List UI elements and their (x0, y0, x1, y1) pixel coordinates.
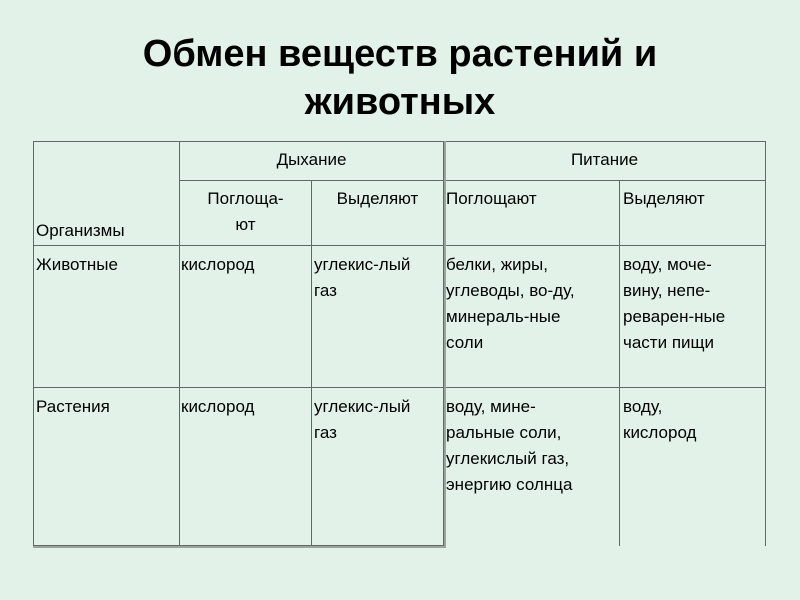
cell-line: белки, жиры, (446, 255, 548, 274)
slide-title-line-2: животных (304, 81, 496, 123)
cell-line: соли (446, 333, 484, 352)
row-animals-organism: Животные (36, 255, 118, 274)
cell-line: воду, мине- (446, 397, 536, 416)
cell-line: воду, моче- (623, 255, 712, 274)
cell-line: кислород (181, 397, 255, 416)
table-row-divider (33, 387, 766, 388)
cell-line: воду, (623, 397, 663, 416)
row-animals-nutr-emit (623, 252, 725, 356)
table-border-right (765, 141, 766, 546)
cell-line: энергию солнца (446, 475, 573, 494)
cell-line: кислород (181, 255, 255, 274)
cell-line: газ (314, 281, 337, 300)
cell-line: газ (314, 423, 337, 442)
row-plants-resp-emit (314, 394, 410, 446)
header-organisms: Организмы (36, 221, 125, 240)
cell-line: реварен-ные (623, 307, 726, 326)
cell-line: вину, непе- (623, 281, 711, 300)
slide-title-line-1: Обмен веществ растений и (142, 33, 658, 75)
table-border-left (33, 141, 34, 546)
table-subheader-divider (180, 180, 766, 181)
header-nutr-emit: Выделяют (623, 189, 705, 208)
col-divider-4 (619, 180, 620, 546)
header-nutr-absorb: Поглощают (446, 189, 537, 208)
header-resp-emit: Выделяют (336, 189, 419, 208)
row-plants-nutr-emit (623, 394, 696, 446)
table-shadow-bottom (33, 546, 444, 548)
cell-line: углекис-лый (314, 255, 411, 274)
row-plants-resp-absorb (181, 394, 254, 420)
header-nutrition: Питание (570, 150, 639, 169)
cell-line: минераль-ные (446, 307, 561, 326)
cell-line: углекис-лый (314, 397, 411, 416)
header-resp-absorb (180, 186, 311, 238)
header-respiration: Дыхание (276, 150, 347, 169)
table-border-top (33, 141, 766, 142)
row-plants-nutr-absorb (446, 394, 572, 498)
cell-line: углекислый газ, (446, 449, 570, 468)
col-divider-2 (311, 180, 312, 546)
cell-line: части пищи (623, 333, 715, 352)
row-animals-resp-emit (314, 252, 410, 304)
header-resp-absorb-line: ют (235, 215, 256, 234)
header-resp-absorb-line: Поглоща- (207, 189, 284, 208)
row-plants-organism: Растения (36, 397, 110, 416)
row-animals-resp-absorb (181, 252, 254, 278)
cell-line: кислород (623, 423, 697, 442)
cell-line: углеводы, во-ду, (446, 281, 575, 300)
row-animals-nutr-absorb (446, 252, 575, 356)
cell-line: ральные соли, (446, 423, 562, 442)
table-header-bottom (33, 245, 766, 246)
